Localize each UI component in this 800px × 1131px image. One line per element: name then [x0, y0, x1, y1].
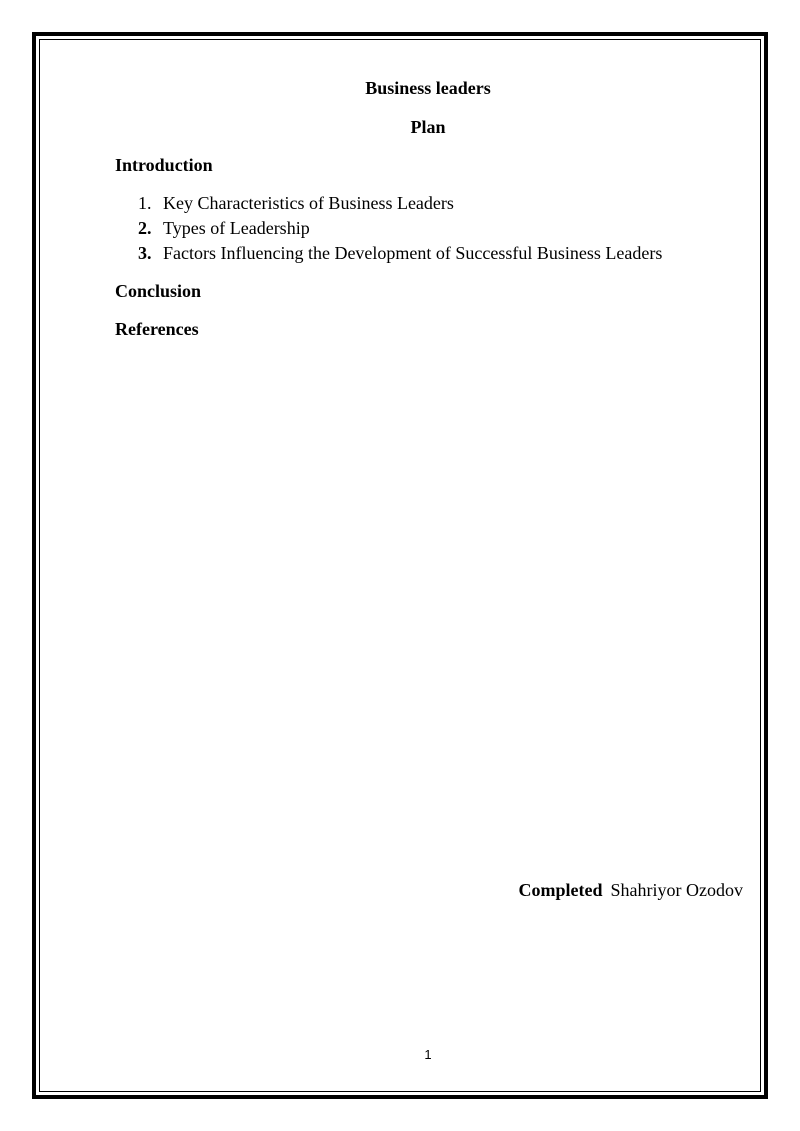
- signature-label: Completed: [518, 880, 603, 900]
- conclusion-heading: Conclusion: [115, 281, 202, 301]
- signature: [519, 879, 743, 901]
- plan-item-text: Factors Influencing the Development of Successful Business Leaders: [163, 243, 663, 263]
- plan-heading: Plan: [410, 117, 446, 137]
- plan-item-number: 1.: [138, 193, 152, 213]
- plan-item-text: Key Characteristics of Business Leaders: [163, 193, 454, 213]
- plan-item-3: [115, 241, 662, 266]
- plan-item-number: 2.: [138, 218, 152, 238]
- document-title: Business leaders: [365, 78, 491, 98]
- plan-list: [115, 191, 662, 266]
- introduction-heading: Introduction: [115, 155, 213, 175]
- plan-item-2: [115, 216, 662, 241]
- signature-name: Shahriyor Ozodov: [610, 880, 743, 900]
- references-heading: References: [115, 319, 199, 339]
- plan-item-1: [115, 191, 662, 216]
- page-number: 1: [424, 1047, 432, 1062]
- plan-item-text: Types of Leadership: [163, 218, 310, 238]
- plan-item-number: 3.: [138, 243, 152, 263]
